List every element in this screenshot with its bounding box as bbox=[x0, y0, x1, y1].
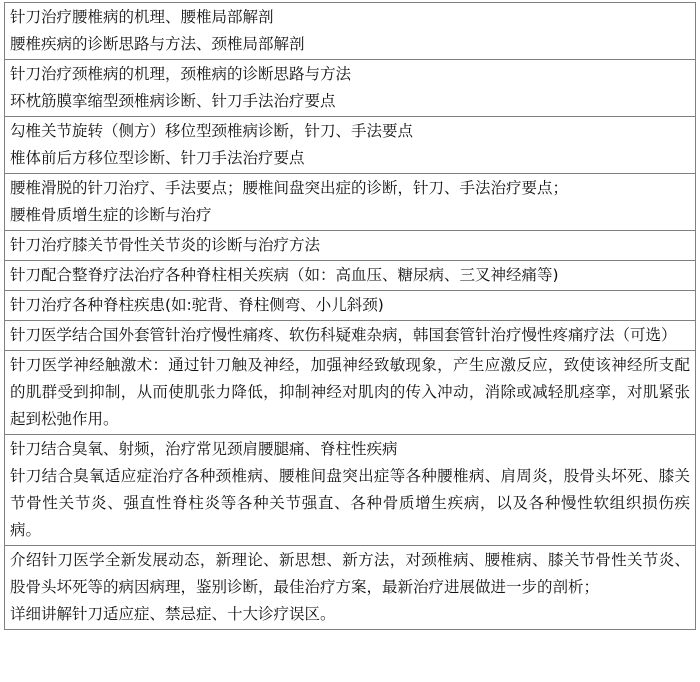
table-row bbox=[5, 435, 696, 546]
table-row bbox=[5, 3, 696, 60]
cell-line: 针刀治疗腰椎病的机理、腰椎局部解剖 bbox=[10, 8, 274, 26]
cell-line: 针刀配合整脊疗法治疗各种脊柱相关疾病（如：高血压、糖尿病、三叉神经痛等) bbox=[10, 266, 559, 284]
table-row bbox=[5, 321, 696, 351]
cell-line: 椎体前后方移位型诊断、针刀手法治疗要点 bbox=[10, 149, 305, 167]
cell-line: 针刀医学结合国外套管针治疗慢性痛疼、软伤科疑难杂病，韩国套管针治疗慢性疼痛疗法（可选） bbox=[10, 326, 677, 344]
table-row bbox=[5, 117, 696, 174]
table-cell bbox=[5, 174, 696, 231]
table-cell bbox=[5, 291, 696, 321]
table-row bbox=[5, 291, 696, 321]
table-row bbox=[5, 174, 696, 231]
table-cell bbox=[5, 261, 696, 291]
cell-line: 针刀治疗颈椎病的机理，颈椎病的诊断思路与方法 bbox=[10, 65, 352, 83]
table-cell bbox=[5, 60, 696, 117]
table-row bbox=[5, 351, 696, 435]
table-cell bbox=[5, 546, 696, 630]
cell-line: 环枕筋膜挛缩型颈椎病诊断、针刀手法治疗要点 bbox=[10, 92, 336, 110]
course-content-table bbox=[4, 2, 696, 630]
table-body bbox=[5, 3, 696, 630]
cell-line: 勾椎关节旋转（侧方）移位型颈椎病诊断，针刀、手法要点 bbox=[10, 122, 414, 140]
table-cell bbox=[5, 351, 696, 435]
cell-line: 腰椎滑脱的针刀治疗、手法要点；腰椎间盘突出症的诊断，针刀、手法治疗要点； bbox=[10, 179, 569, 197]
table-cell bbox=[5, 321, 696, 351]
table-cell bbox=[5, 435, 696, 546]
table-row bbox=[5, 60, 696, 117]
table-row bbox=[5, 231, 696, 261]
cell-line: 详细讲解针刀适应症、禁忌症、十大诊疗误区。 bbox=[10, 605, 336, 623]
cell-line: 腰椎疾病的诊断思路与方法、颈椎局部解剖 bbox=[10, 35, 305, 53]
table-cell bbox=[5, 231, 696, 261]
cell-line: 针刀医学神经触激术：通过针刀触及神经，加强神经致敏现象，产生应激反应，致使该神经所支配的肌群受到抑制，从而使肌张力降低，抑制神经对肌肉的传入冲动，消除或减轻肌痉挛，对肌紧张起到松弛作用。 bbox=[10, 356, 690, 428]
table-cell bbox=[5, 3, 696, 60]
table-cell bbox=[5, 117, 696, 174]
cell-line: 针刀治疗各种脊柱疾患(如:驼背、脊柱侧弯、小儿斜颈) bbox=[10, 296, 384, 314]
cell-line: 腰椎骨质增生症的诊断与治疗 bbox=[10, 206, 212, 224]
cell-line: 针刀结合臭氧适应症治疗各种颈椎病、腰椎间盘突出症等各种腰椎病、肩周炎，股骨头坏死、膝关节骨性关节炎、强直性脊柱炎等各种关节强直、各种骨质增生疾病，以及各种慢性软组织损伤疾病。 bbox=[10, 467, 690, 539]
table-row bbox=[5, 546, 696, 630]
cell-line: 介绍针刀医学全新发展动态，新理论、新思想、新方法，对颈椎病、腰椎病、膝关节骨性关节炎、股骨头坏死等的病因病理，鉴别诊断，最佳治疗方案，最新治疗进展做进一步的剖析； bbox=[10, 551, 690, 596]
cell-line: 针刀治疗膝关节骨性关节炎的诊断与治疗方法 bbox=[10, 236, 321, 254]
cell-line: 针刀结合臭氧、射频，治疗常见颈肩腰腿痛、脊柱性疾病 bbox=[10, 440, 398, 458]
table-row bbox=[5, 261, 696, 291]
